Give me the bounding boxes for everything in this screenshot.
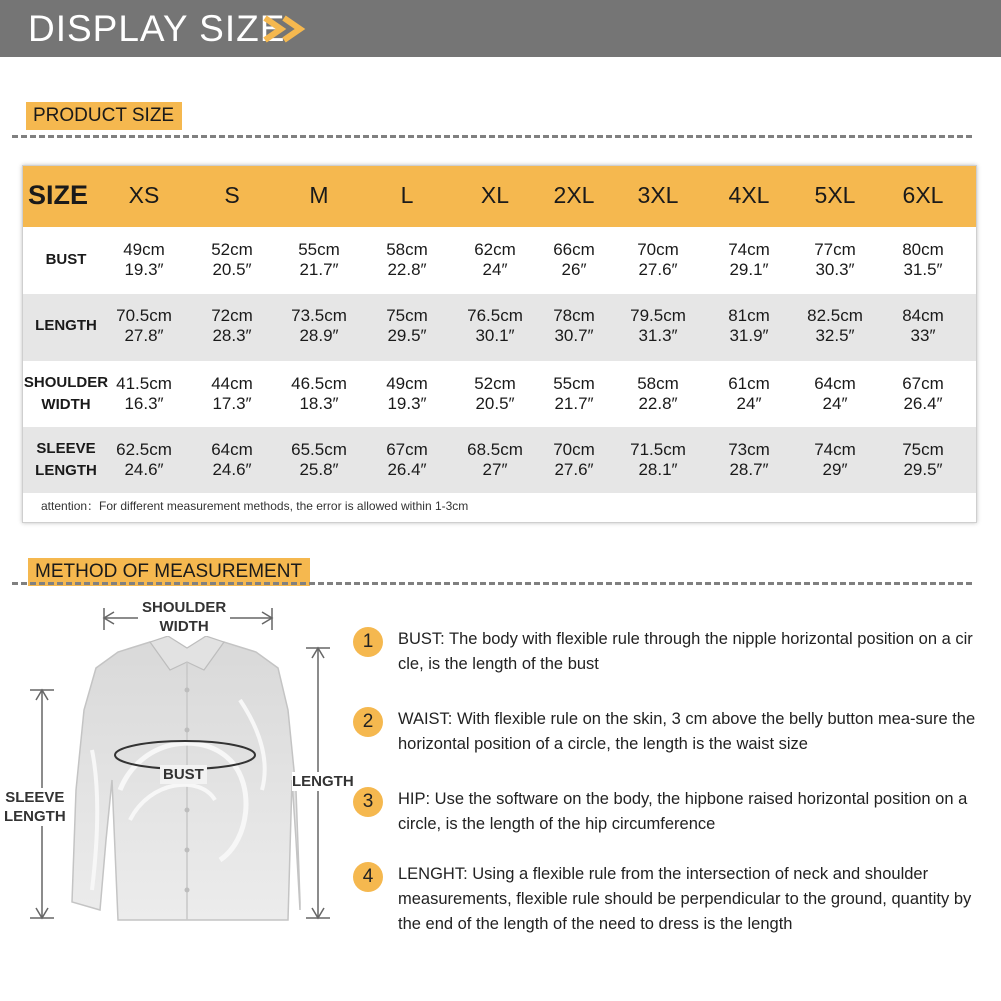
shirt-diagram [0, 590, 360, 930]
shoulder-width-label: SHOULDER WIDTH [138, 598, 230, 636]
table-cell: 41.5cm 16.3″ [116, 374, 172, 413]
size-header-m: M [309, 182, 329, 208]
size-header-6xl: 6XL [902, 182, 944, 208]
banner-title: DISPLAY SIZE [28, 8, 286, 49]
table-cell: 84cm 33″ [902, 306, 944, 345]
rule-hip [353, 787, 973, 839]
shirt-illustration [0, 590, 360, 930]
table-cell: 55cm 21.7″ [553, 374, 595, 413]
display-size-banner [0, 0, 1001, 57]
row-label: LENGTH [35, 317, 97, 334]
table-cell: 49cm 19.3″ [386, 374, 428, 413]
table-cell: 58cm 22.8″ [386, 240, 428, 279]
table-cell: 61cm 24″ [728, 374, 770, 413]
size-header-3xl: 3XL [637, 182, 679, 208]
divider [12, 135, 972, 138]
table-cell: 70cm 27.6″ [553, 440, 595, 479]
table-cell: 73cm 28.7″ [728, 440, 770, 479]
table-cell: 78cm 30.7″ [553, 306, 595, 345]
table-cell: 75cm 29.5″ [902, 440, 944, 479]
rule-bust [353, 627, 973, 679]
size-header-5xl: 5XL [814, 182, 856, 208]
number-badge: 2 [353, 707, 383, 737]
bust-label: BUST [160, 765, 207, 784]
table-cell: 74cm 29.1″ [728, 240, 770, 279]
rule-text: WAIST: With flexible rule on the skin, 3 cm above the belly button mea-sure the horizontal position of a circle, the length is the waist size [398, 710, 976, 753]
length-label: LENGTH [292, 773, 354, 790]
rule-text: LENGHT: Using a flexible rule from the intersection of neck and shoulder measurements, flexible rule should be perpendicular to the ground, quantity by the end of the length of the need to dress is the length [398, 865, 972, 933]
table-cell: 82.5cm 32.5″ [807, 306, 863, 345]
table-cell: 70cm 27.6″ [637, 240, 679, 279]
sleeve-length-label: SLEEVE LENGTH [4, 789, 66, 825]
number-badge: 4 [353, 862, 383, 892]
method-heading: METHOD OF MEASUREMENT [28, 558, 310, 586]
size-header-label: SIZE [28, 180, 89, 210]
table-header-row [23, 166, 976, 227]
table-cell: 64cm 24″ [814, 374, 856, 413]
table-cell: 65.5cm 25.8″ [291, 440, 347, 479]
number-badge: 3 [353, 787, 383, 817]
row-label: BUST [45, 251, 87, 268]
table-cell: 71.5cm 28.1″ [630, 440, 686, 479]
table-cell: 62.5cm 24.6″ [116, 440, 172, 479]
table-cell: 80cm 31.5″ [902, 240, 944, 279]
size-header-l: L [400, 182, 414, 208]
table-cell: 74cm 29″ [814, 440, 856, 479]
attention-note: attention：For different measurement methods, the error is allowed within 1-3cm [41, 499, 469, 513]
table-cell: 68.5cm 27″ [467, 440, 523, 479]
row-label: SLEEVE LENGTH [35, 440, 97, 479]
size-header-xl: XL [480, 182, 510, 208]
table-cell: 75cm 29.5″ [386, 306, 428, 345]
table-cell: 44cm 17.3″ [211, 374, 253, 413]
table-cell: 67cm 26.4″ [902, 374, 944, 413]
table-cell: 52cm 20.5″ [474, 374, 516, 413]
rule-waist [353, 707, 976, 759]
size-table [22, 165, 977, 523]
size-header-xs: XS [128, 182, 160, 208]
size-header-s: S [224, 182, 240, 208]
table-cell: 79.5cm 31.3″ [630, 306, 686, 345]
size-header-2xl: 2XL [553, 182, 595, 208]
table-cell: 49cm 19.3″ [123, 240, 165, 279]
double-chevron-right-icon [262, 15, 308, 43]
table-cell: 67cm 26.4″ [386, 440, 428, 479]
table-cell: 73.5cm 28.9″ [291, 306, 347, 345]
size-header-4xl: 4XL [728, 182, 770, 208]
table-cell: 66cm 26″ [553, 240, 595, 279]
table-cell: 76.5cm 30.1″ [467, 306, 523, 345]
rule-text: BUST: The body with flexible rule through the nipple horizontal position on a cir cle, is the length of the bust [398, 630, 973, 673]
product-size-heading: PRODUCT SIZE [26, 102, 182, 130]
table-cell: 70.5cm 27.8″ [116, 306, 172, 345]
rule-length [353, 862, 973, 940]
table-cell: 77cm 30.3″ [814, 240, 856, 279]
table-cell: 62cm 24″ [474, 240, 516, 279]
table-cell: 64cm 24.6″ [211, 440, 253, 479]
row-label: SHOULDER WIDTH [23, 374, 109, 413]
table-cell: 46.5cm 18.3″ [291, 374, 347, 413]
table-cell: 58cm 22.8″ [637, 374, 679, 413]
table-cell: 55cm 21.7″ [298, 240, 340, 279]
table-cell: 52cm 20.5″ [211, 240, 253, 279]
table-cell: 81cm 31.9″ [728, 306, 770, 345]
table-cell: 72cm 28.3″ [211, 306, 253, 345]
rule-text: HIP: Use the software on the body, the hipbone raised horizontal position on a circle, is the length of the hip circumference [398, 790, 968, 833]
number-badge: 1 [353, 627, 383, 657]
divider [12, 582, 972, 585]
